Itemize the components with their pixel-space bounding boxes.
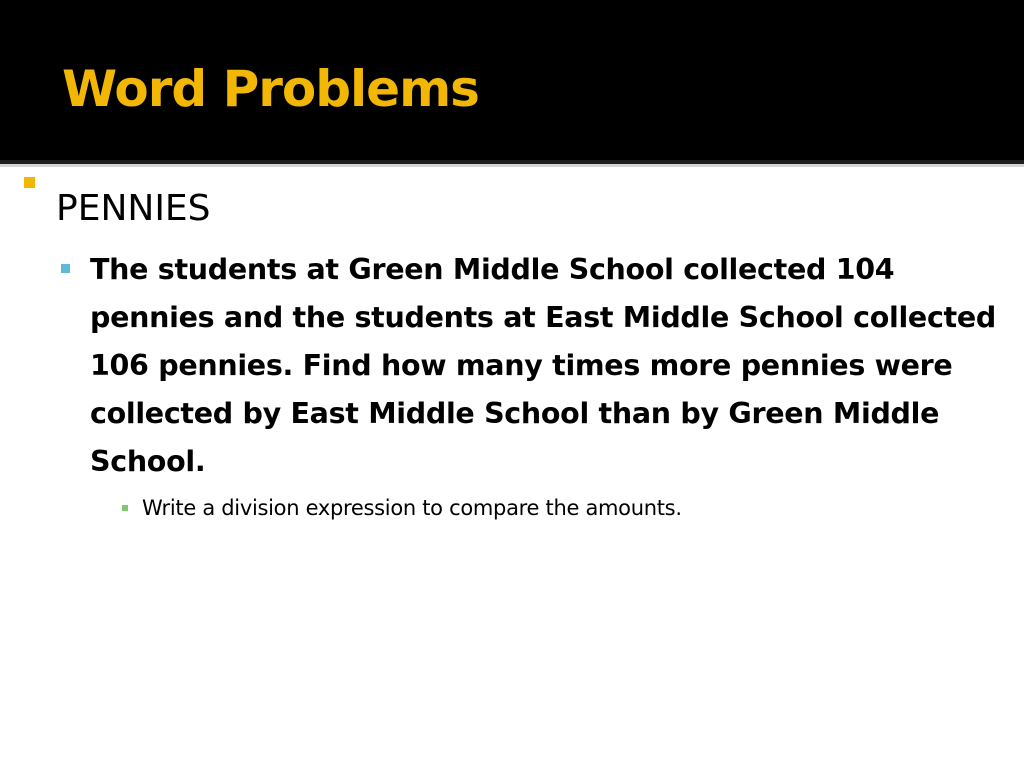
bullet-level1-text: PENNIES (56, 188, 211, 229)
title-bar (0, 0, 1024, 160)
square-bullet-icon (24, 177, 35, 188)
square-bullet-icon (122, 505, 128, 511)
title-divider-light (0, 164, 1024, 167)
bullet-level2-text: The students at Green Middle School collected 104 pennies and the students at East Middle School collected 106 pennies. Find how many times more pennies were collected by East Middle School than by Green Middle School. (90, 253, 996, 478)
square-bullet-icon (61, 264, 70, 273)
bullet-level3-text: Write a division expression to compare the amounts. (142, 496, 682, 520)
slide-title: Word Problems (62, 60, 479, 118)
